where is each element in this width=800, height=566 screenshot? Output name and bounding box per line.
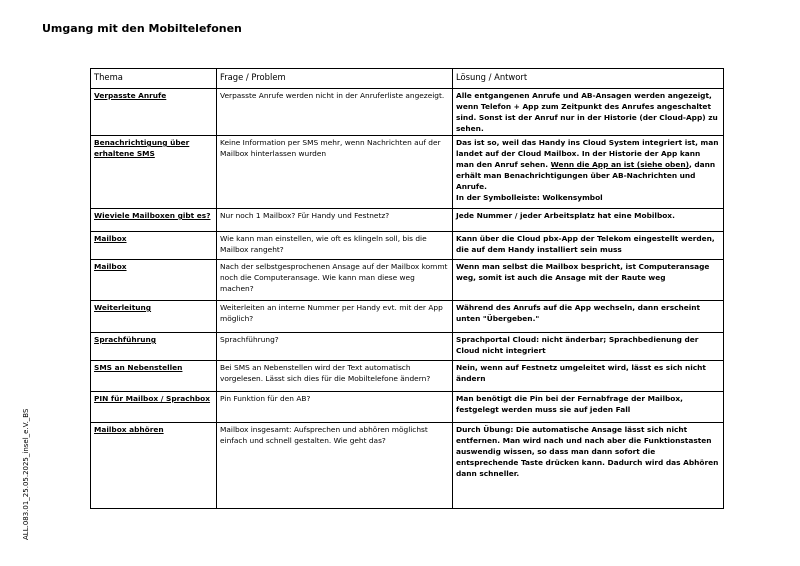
table-row bbox=[91, 301, 724, 333]
row-topic: Mailbox bbox=[91, 260, 217, 301]
table-row bbox=[91, 260, 724, 301]
table-row bbox=[91, 209, 724, 232]
row-topic: SMS an Nebenstellen bbox=[91, 361, 217, 392]
row-question: Pin Funktion für den AB? bbox=[217, 392, 453, 423]
header-answer: Lösung / Antwort bbox=[453, 69, 724, 89]
row-answer: Alle entgangenen Anrufe und AB-Ansagen werden angezeigt, wenn Telefon + App zum Zeitpunkt des Anrufes angeschaltet sind. Sonst ist der Anruf nur in der Historie (der Cloud-App) zu sehen. bbox=[453, 89, 724, 136]
document-reference: ALL.083.01_25.05.2025_insel_e.V._BS bbox=[22, 408, 30, 540]
table-header-row bbox=[91, 69, 724, 89]
row-question: Weiterleiten an interne Nummer per Handy evt. mit der App möglich? bbox=[217, 301, 453, 333]
row-answer bbox=[453, 136, 724, 209]
table-row bbox=[91, 89, 724, 136]
row-question: Nach der selbstgesprochenen Ansage auf der Mailbox kommt noch die Computeransage. Wie kann man diese weg machen? bbox=[217, 260, 453, 301]
row-topic: Weiterleitung bbox=[91, 301, 217, 333]
row-topic: Mailbox abhören bbox=[91, 423, 217, 509]
row-question: Verpasste Anrufe werden nicht in der Anruferliste angezeigt. bbox=[217, 89, 453, 136]
table-row bbox=[91, 333, 724, 361]
row-topic: Wieviele Mailboxen gibt es? bbox=[91, 209, 217, 232]
row-topic: PIN für Mailbox / Sprachbox bbox=[91, 392, 217, 423]
row-answer: Durch Übung: Die automatische Ansage lässt sich nicht entfernen. Man wird nach und nach aber die Funktionstasten auswendig wissen, so dass man dann sofort die entsprechende Taste drücken kann. Dadurch wird das Abhören dann schneller. bbox=[453, 423, 724, 509]
faq-table bbox=[90, 68, 724, 509]
row-topic: Verpasste Anrufe bbox=[91, 89, 217, 136]
row-answer: Während des Anrufs auf die App wechseln, dann erscheint unten "Übergeben." bbox=[453, 301, 724, 333]
answer-text: In der Symbolleiste: Wolkensymbol bbox=[456, 193, 603, 202]
row-topic: Benachrichtigung über erhaltene SMS bbox=[91, 136, 217, 209]
table-row bbox=[91, 136, 724, 209]
answer-text: Das ist so, weil das Handy ins Cloud System integriert ist, man landet auf der Cloud Mailbox. In der Historie der App kann man den Anruf sehen. bbox=[456, 138, 719, 169]
answer-underlined-text: Wenn die App an ist (siehe oben) bbox=[550, 160, 690, 169]
table-row bbox=[91, 392, 724, 423]
row-question: Keine Information per SMS mehr, wenn Nachrichten auf der Mailbox hinterlassen wurden bbox=[217, 136, 453, 209]
page-title: Umgang mit den Mobiltelefonen bbox=[42, 22, 242, 35]
row-question: Sprachführung? bbox=[217, 333, 453, 361]
row-answer: Man benötigt die Pin bei der Fernabfrage der Mailbox, festgelegt werden muss sie auf jeden Fall bbox=[453, 392, 724, 423]
table-row bbox=[91, 423, 724, 509]
row-topic: Sprachführung bbox=[91, 333, 217, 361]
row-question: Wie kann man einstellen, wie oft es klingeln soll, bis die Mailbox rangeht? bbox=[217, 232, 453, 260]
table-row bbox=[91, 232, 724, 260]
row-answer: Kann über die Cloud pbx-App der Telekom eingestellt werden, die auf dem Handy installiert sein muss bbox=[453, 232, 724, 260]
row-question: Bei SMS an Nebenstellen wird der Text automatisch vorgelesen. Lässt sich dies für die Mobiltelefone ändern? bbox=[217, 361, 453, 392]
header-topic: Thema bbox=[91, 69, 217, 89]
row-answer: Jede Nummer / jeder Arbeitsplatz hat eine Mobilbox. bbox=[453, 209, 724, 232]
row-question: Mailbox insgesamt: Aufsprechen und abhören möglichst einfach und schnell gestalten. Wie geht das? bbox=[217, 423, 453, 509]
row-answer: Sprachportal Cloud: nicht änderbar; Sprachbedienung der Cloud nicht integriert bbox=[453, 333, 724, 361]
header-question: Frage / Problem bbox=[217, 69, 453, 89]
row-answer: Nein, wenn auf Festnetz umgeleitet wird, lässt es sich nicht ändern bbox=[453, 361, 724, 392]
row-question: Nur noch 1 Mailbox? Für Handy und Festnetz? bbox=[217, 209, 453, 232]
answer-text: , dann erhält man Benachrichtigungen über AB-Nachrichten und Anrufe. bbox=[456, 160, 716, 191]
table-row bbox=[91, 361, 724, 392]
row-answer: Wenn man selbst die Mailbox bespricht, ist Computeransage weg, somit ist auch die Ansage mit der Raute weg bbox=[453, 260, 724, 301]
row-topic: Mailbox bbox=[91, 232, 217, 260]
